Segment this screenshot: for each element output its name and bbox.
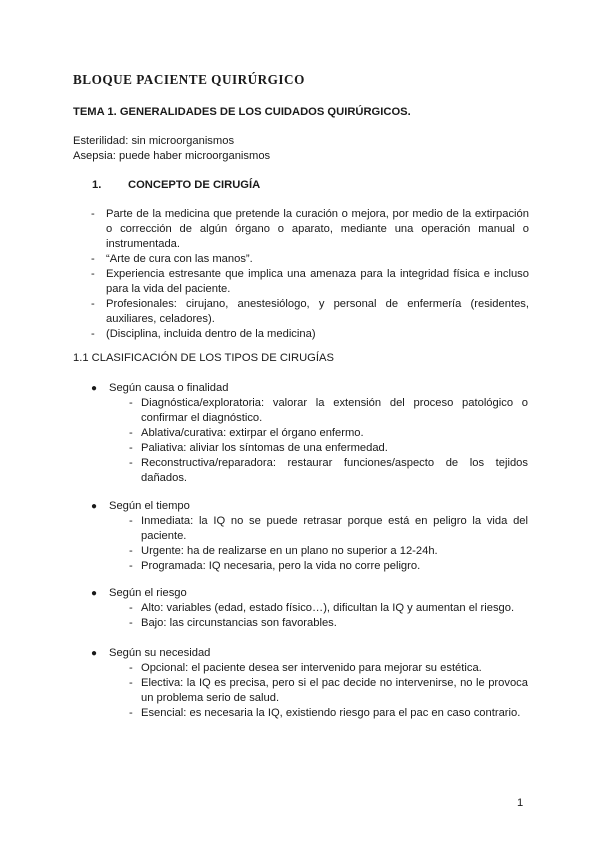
dash-marker: - bbox=[129, 545, 133, 557]
dash-marker: - bbox=[91, 268, 95, 280]
list-item: - Programada: IQ necesaria, pero la vida no corre peligro. bbox=[129, 560, 421, 572]
definition-esterilidad: Esterilidad: sin microorganismos bbox=[73, 135, 235, 147]
section-title: CONCEPTO DE CIRUGÍA bbox=[128, 179, 261, 191]
list-item: - Diagnóstica/exploratoria: valorar la extensión del proceso patológico o confirmar el diagnóstico. bbox=[129, 397, 528, 424]
group-list bbox=[129, 396, 528, 486]
group-list bbox=[129, 514, 528, 574]
list-item: - Urgente: ha de realizarse en un plano no superior a 12-24h. bbox=[129, 545, 438, 557]
bullet-icon: ● bbox=[91, 648, 98, 659]
dash-marker: - bbox=[129, 427, 133, 439]
page-number: 1 bbox=[517, 797, 524, 809]
list-item: - Inmediata: la IQ no se puede retrasar porque está en peligro la vida del paciente. bbox=[129, 515, 528, 542]
concepto-list bbox=[91, 207, 529, 342]
list-item: - Esencial: es necesaria la IQ, existiendo riesgo para el pac en caso contrario. bbox=[129, 707, 521, 719]
definition-asepsia: Asepsia: puede haber microorganismos bbox=[73, 150, 271, 162]
dash-marker: - bbox=[129, 677, 133, 689]
list-item: - Profesionales: cirujano, anestesiólogo, y personal de enfermería (residentes, auxiliares, celadores). bbox=[91, 298, 529, 325]
dash-marker: - bbox=[129, 560, 133, 572]
bullet-icon: ● bbox=[91, 501, 98, 512]
group-causa bbox=[92, 381, 528, 486]
group-riesgo bbox=[92, 586, 528, 631]
list-item: - Ablativa/curativa: extirpar el órgano enfermo. bbox=[129, 427, 364, 439]
list-item: - Experiencia estresante que implica una amenaza para la integridad física e incluso para la vida del paciente. bbox=[91, 268, 529, 295]
group-necesidad bbox=[92, 646, 528, 721]
group-heading: ● Según el tiempo bbox=[91, 500, 190, 512]
list-item: - Parte de la medicina que pretende la curación o mejora, por medio de la extirpación o corrección de algún órgano o aparato, mediante una operación manual o instrumentada. bbox=[91, 208, 529, 250]
list-item: - Opcional: el paciente desea ser intervenido para mejorar su estética. bbox=[129, 662, 482, 674]
list-item: - Paliativa: aliviar los síntomas de una enfermedad. bbox=[129, 442, 388, 454]
group-list bbox=[129, 601, 528, 631]
bullet-icon: ● bbox=[91, 588, 98, 599]
group-heading: ● Según causa o finalidad bbox=[91, 382, 229, 394]
group-list bbox=[129, 661, 528, 721]
list-item: - “Arte de cura con las manos”. bbox=[91, 253, 253, 265]
list-item: - Alto: variables (edad, estado físico…), dificultan la IQ y aumentan el riesgo. bbox=[129, 602, 515, 614]
dash-marker: - bbox=[91, 298, 95, 310]
dash-marker: - bbox=[91, 328, 95, 340]
dash-marker: - bbox=[91, 253, 95, 265]
section-heading-concepto bbox=[92, 178, 260, 193]
list-item: - Bajo: las circunstancias son favorables. bbox=[129, 617, 337, 629]
dash-marker: - bbox=[129, 617, 133, 629]
bullet-icon: ● bbox=[91, 383, 98, 394]
dash-marker: - bbox=[129, 515, 133, 527]
dash-marker: - bbox=[91, 208, 95, 220]
subsection-heading-clasificacion: 1.1 CLASIFICACIÓN DE LOS TIPOS DE CIRUGÍAS bbox=[73, 352, 334, 364]
section-number: 1. bbox=[92, 179, 102, 191]
dash-marker: - bbox=[129, 397, 133, 409]
dash-marker: - bbox=[129, 707, 133, 719]
dash-marker: - bbox=[129, 602, 133, 614]
list-item: - Electiva: la IQ es precisa, pero si el pac decide no intervenirse, no le provoca un problema serio de salud. bbox=[129, 677, 528, 704]
block-title: BLOQUE PACIENTE QUIRÚRGICO bbox=[73, 72, 305, 87]
dash-marker: - bbox=[129, 662, 133, 674]
dash-marker: - bbox=[129, 457, 133, 469]
definitions bbox=[73, 134, 270, 164]
list-item: - (Disciplina, incluida dentro de la medicina) bbox=[91, 328, 316, 340]
group-heading: ● Según su necesidad bbox=[91, 647, 211, 659]
tema-title: TEMA 1. GENERALIDADES DE LOS CUIDADOS QUIRÚRGICOS. bbox=[73, 106, 411, 118]
list-item: - Reconstructiva/reparadora: restaurar funciones/aspecto de los tejidos dañados. bbox=[129, 457, 528, 484]
group-tiempo bbox=[92, 499, 528, 574]
group-heading: ● Según el riesgo bbox=[91, 587, 187, 599]
dash-marker: - bbox=[129, 442, 133, 454]
